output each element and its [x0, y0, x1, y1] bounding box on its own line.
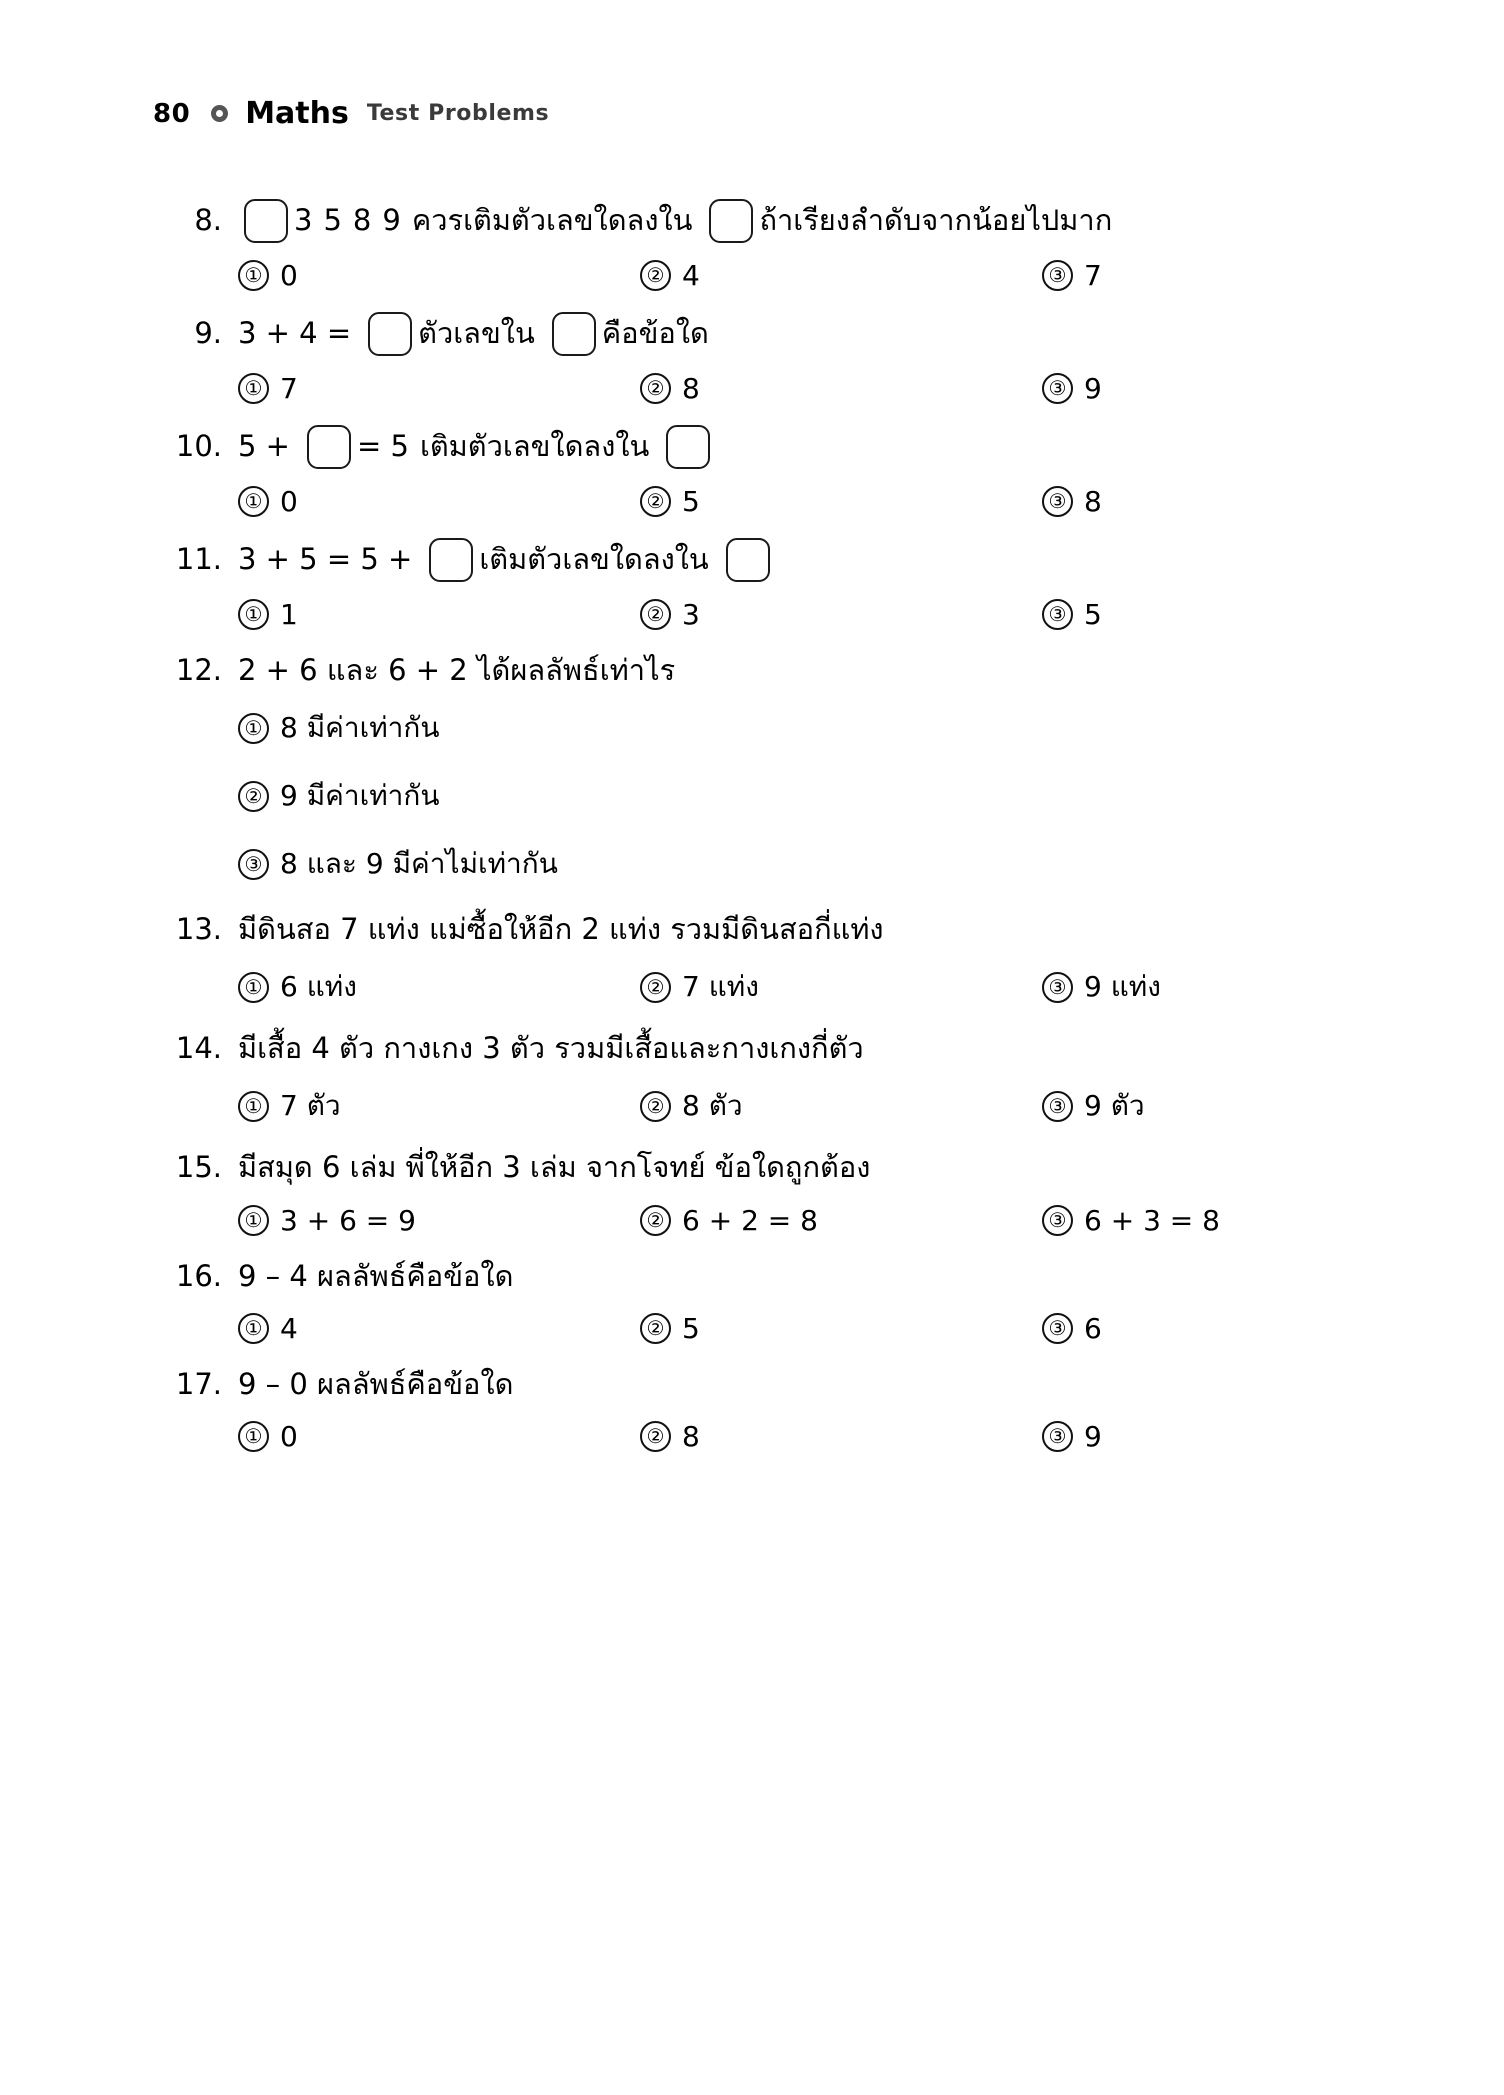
answer-box[interactable] [368, 312, 412, 356]
choice-option[interactable] [238, 598, 640, 631]
question-number: 13. [175, 912, 222, 947]
question-line [150, 910, 1354, 949]
choice-row [150, 372, 1354, 405]
choice-marker-icon: ③ [1042, 1091, 1073, 1122]
question-text-segment: มีเสื้อ 4 ตัว กางเกง 3 ตัว รวมมีเสื้อและกางเกงกี่ตัว [238, 1031, 864, 1066]
question-block [150, 1029, 1354, 1128]
question-number: 15. [175, 1150, 222, 1185]
question-text-segment: มีดินสอ 7 แท่ง แม่ซื้อให้อีก 2 แท่ง รวมมีดินสอกี่แท่ง [238, 912, 884, 947]
choice-label: 9 ตัว [1084, 1089, 1145, 1123]
choice-label: 3 + 6 = 9 [280, 1203, 416, 1237]
question-block [150, 1148, 1354, 1236]
choice-label: 7 แท่ง [682, 970, 759, 1004]
choice-marker-icon: ① [238, 1091, 269, 1122]
choice-marker-icon: ① [238, 373, 269, 404]
choice-option[interactable] [238, 842, 1354, 886]
choice-marker-icon: ① [238, 1205, 269, 1236]
question-number: 9. [194, 316, 222, 351]
choice-label: 4 [682, 259, 700, 292]
choice-option[interactable] [1042, 372, 1444, 405]
circle-dot-icon [211, 105, 228, 122]
choice-option[interactable] [1042, 1312, 1444, 1345]
question-text-segment: 3 + 5 = 5 + [238, 542, 413, 577]
choice-option[interactable] [238, 372, 640, 405]
choice-marker-icon: ① [238, 1421, 269, 1452]
question-text-segment: เติมตัวเลขใดลงใน [479, 542, 709, 577]
answer-box[interactable] [244, 199, 288, 243]
choice-row [150, 706, 1354, 886]
choice-marker-icon: ③ [1042, 486, 1073, 517]
choice-label: 9 มีค่าเท่ากัน [280, 779, 440, 813]
question-line [150, 1365, 1354, 1404]
question-text-segment: 3 [294, 203, 313, 238]
choice-marker-icon: ② [640, 599, 671, 630]
choice-row [150, 598, 1354, 631]
question-text [238, 199, 1123, 243]
choice-label: 5 [1084, 598, 1102, 631]
choice-option[interactable] [640, 598, 1042, 631]
choice-marker-icon: ② [238, 781, 269, 812]
question-line [150, 425, 1354, 469]
choice-marker-icon: ② [640, 1313, 671, 1344]
question-block [150, 312, 1354, 405]
choice-option[interactable] [238, 774, 1354, 818]
choice-label: 9 [1084, 372, 1102, 405]
question-text [238, 651, 686, 690]
question-line [150, 312, 1354, 356]
choice-marker-icon: ② [640, 1091, 671, 1122]
choice-option[interactable] [238, 1420, 640, 1453]
question-text-segment: ควรเติมตัวเลขใดลงใน [411, 203, 693, 238]
choice-marker-icon: ① [238, 260, 269, 291]
choice-option[interactable] [1042, 965, 1444, 1009]
choice-marker-icon: ② [640, 972, 671, 1003]
question-text-segment: 5 + [238, 429, 290, 464]
choice-option[interactable] [238, 1084, 640, 1128]
choice-marker-icon: ① [238, 1313, 269, 1344]
choice-label: 5 [682, 1311, 700, 1345]
question-text-segment: เติมตัวเลขใดลงใน [419, 429, 650, 464]
choice-row [150, 1084, 1354, 1128]
question-line [150, 538, 1354, 582]
question-block [150, 1257, 1354, 1345]
choice-option[interactable] [238, 259, 640, 292]
choice-option[interactable] [1042, 1084, 1444, 1128]
question-text-segment: = 5 [356, 429, 409, 464]
choice-label: 6 + 2 = 8 [682, 1203, 818, 1237]
question-number: 16. [175, 1258, 222, 1293]
choice-option[interactable] [1042, 485, 1444, 518]
choice-marker-icon: ① [238, 972, 269, 1003]
choice-option[interactable] [238, 1204, 640, 1237]
page-number: 80 [153, 98, 191, 129]
section-title: Test Problems [366, 101, 550, 126]
choice-row [150, 1420, 1354, 1453]
choice-label: 8 [1084, 485, 1102, 518]
choice-marker-icon: ③ [1042, 972, 1073, 1003]
choice-label: 6 แท่ง [280, 970, 357, 1004]
choice-label: 8 [682, 1419, 700, 1453]
question-text [238, 1365, 524, 1404]
question-block [150, 651, 1354, 886]
question-block [150, 538, 1354, 631]
question-line [150, 1148, 1354, 1187]
question-text [238, 425, 716, 469]
choice-marker-icon: ② [640, 373, 671, 404]
choice-option[interactable] [1042, 259, 1444, 292]
choice-option[interactable] [238, 485, 640, 518]
choice-option[interactable] [238, 706, 1354, 750]
question-number: 14. [175, 1031, 222, 1066]
choice-option[interactable] [640, 965, 1042, 1009]
question-text [238, 1148, 881, 1187]
choice-label: 8 [682, 372, 700, 405]
choice-option[interactable] [640, 1420, 1042, 1453]
question-text [238, 538, 776, 582]
choice-label: 0 [280, 259, 298, 292]
choice-marker-icon: ③ [1042, 1313, 1073, 1344]
answer-box[interactable] [666, 425, 710, 469]
question-text-segment: 9 [382, 203, 401, 238]
choice-marker-icon: ② [640, 486, 671, 517]
question-list [150, 199, 1354, 1453]
subject-title: Maths [245, 96, 349, 131]
choice-option[interactable] [1042, 598, 1444, 631]
question-text-segment: 3 + 4 = [238, 316, 352, 351]
choice-option[interactable] [640, 485, 1042, 518]
question-text-segment: มีสมุด 6 เล่ม พี่ให้อีก 3 เล่ม จากโจทย์ ข้อใดถูกต้อง [238, 1150, 871, 1185]
choice-row [150, 965, 1354, 1009]
question-number: 8. [194, 203, 222, 238]
question-block [150, 1365, 1354, 1453]
question-line [150, 1257, 1354, 1296]
question-number: 11. [175, 542, 222, 577]
choice-label: 8 ตัว [682, 1089, 743, 1123]
choice-label: 0 [280, 485, 298, 518]
choice-label: 7 [280, 372, 298, 405]
question-number: 10. [175, 429, 222, 464]
choice-marker-icon: ③ [1042, 260, 1073, 291]
choice-marker-icon: ① [238, 599, 269, 630]
question-text-segment: 9 – 4 ผลลัพธ์คือข้อใด [238, 1258, 514, 1293]
choice-row [150, 259, 1354, 292]
choice-marker-icon: ③ [1042, 599, 1073, 630]
choice-marker-icon: ① [238, 713, 269, 744]
question-text [238, 312, 720, 356]
choice-row [150, 1312, 1354, 1345]
choice-row [150, 485, 1354, 518]
choice-label: 9 [1084, 1419, 1102, 1453]
question-text-segment: 2 + 6 และ 6 + 2 ได้ผลลัพธ์เท่าไร [238, 653, 676, 687]
choice-marker-icon: ② [640, 260, 671, 291]
answer-box[interactable] [429, 538, 473, 582]
choice-option[interactable] [640, 1312, 1042, 1345]
choice-option[interactable] [238, 965, 640, 1009]
question-text-segment: 5 [323, 203, 342, 238]
choice-marker-icon: ③ [238, 849, 269, 880]
choice-option[interactable] [640, 259, 1042, 292]
choice-label: 8 และ 9 มีค่าไม่เท่ากัน [280, 847, 558, 881]
answer-box[interactable] [552, 312, 596, 356]
question-block [150, 910, 1354, 1009]
page-header [150, 96, 1354, 131]
choice-option[interactable] [640, 1204, 1042, 1237]
choice-marker-icon: ① [238, 486, 269, 517]
question-text-segment: 8 [352, 203, 372, 238]
choice-label: 3 [682, 598, 700, 631]
answer-box[interactable] [709, 199, 753, 243]
choice-label: 9 แท่ง [1084, 970, 1161, 1004]
choice-marker-icon: ③ [1042, 1421, 1073, 1452]
choice-marker-icon: ② [640, 1421, 671, 1452]
choice-label: 5 [682, 485, 700, 518]
choice-label: 7 [1084, 259, 1102, 292]
choice-option[interactable] [640, 372, 1042, 405]
question-line [150, 651, 1354, 690]
question-text-segment: ถ้าเรียงลำดับจากน้อยไปมาก [759, 203, 1113, 238]
choice-label: 1 [280, 598, 298, 631]
choice-option[interactable] [1042, 1204, 1444, 1237]
choice-marker-icon: ② [640, 1205, 671, 1236]
question-text [238, 1029, 875, 1068]
question-number: 12. [175, 653, 222, 687]
choice-marker-icon: ③ [1042, 1205, 1073, 1236]
choice-row [150, 1204, 1354, 1237]
question-line [150, 199, 1354, 243]
question-text [238, 910, 895, 949]
choice-label: 0 [280, 1419, 298, 1453]
question-text-segment: 9 – 0 ผลลัพธ์คือข้อใด [238, 1366, 514, 1401]
choice-option[interactable] [238, 1312, 640, 1345]
choice-label: 4 [280, 1311, 298, 1345]
question-number: 17. [175, 1366, 222, 1401]
choice-label: 6 [1084, 1311, 1102, 1345]
question-line [150, 1029, 1354, 1068]
choice-option[interactable] [1042, 1420, 1444, 1453]
question-text-segment: ตัวเลขใน [418, 316, 535, 351]
question-block [150, 425, 1354, 518]
question-text-segment: คือข้อใด [601, 316, 709, 351]
question-block [150, 199, 1354, 292]
choice-label: 8 มีค่าเท่ากัน [280, 711, 440, 745]
choice-label: 7 ตัว [280, 1089, 341, 1123]
choice-option[interactable] [640, 1084, 1042, 1128]
choice-marker-icon: ③ [1042, 373, 1073, 404]
answer-box[interactable] [726, 538, 770, 582]
question-text [238, 1257, 524, 1296]
answer-box[interactable] [307, 425, 351, 469]
choice-label: 6 + 3 = 8 [1084, 1203, 1220, 1237]
